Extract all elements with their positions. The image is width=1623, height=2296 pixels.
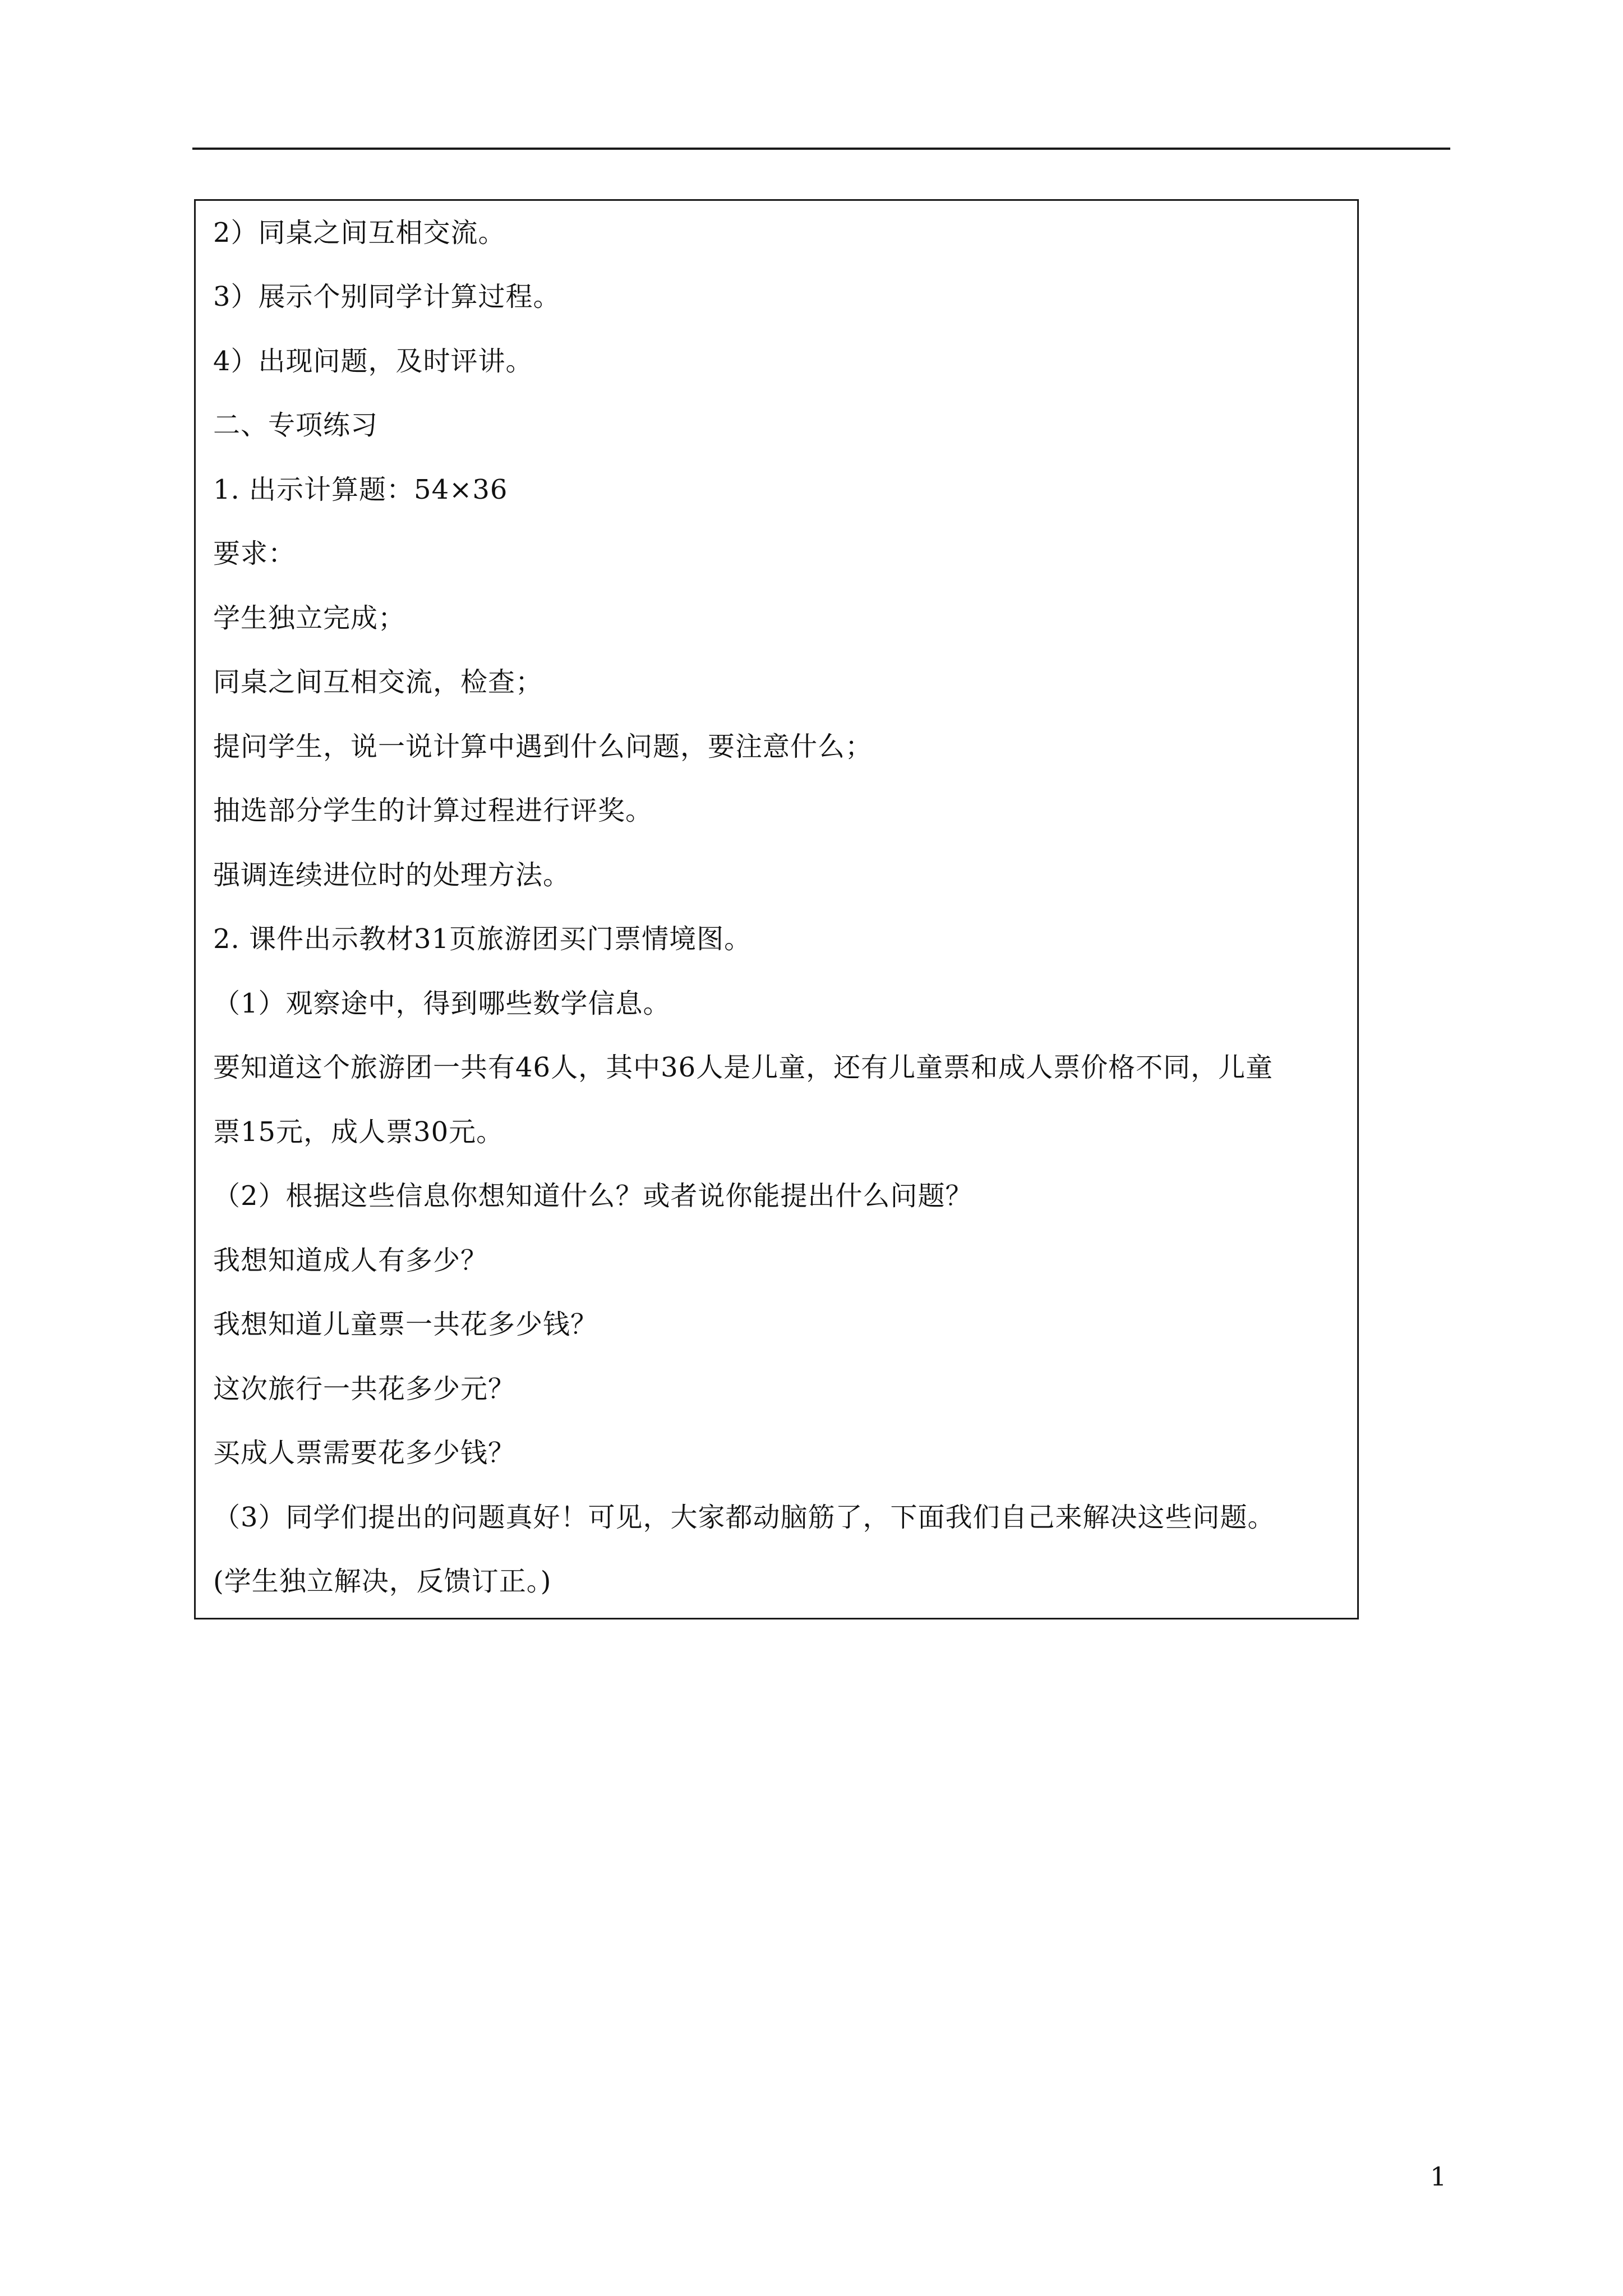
header-rule xyxy=(192,148,1450,150)
lesson-content-box xyxy=(194,199,1359,1619)
text-line: (学生独立解决，反馈订正。) xyxy=(213,1566,552,1597)
text-line: 2. 课件出示教材31页旅游团买门票情境图。 xyxy=(213,923,752,955)
text-line: （2）根据这些信息你想知道什么？或者说你能提出什么问题？ xyxy=(213,1180,973,1212)
text-line: 强调连续进位时的处理方法。 xyxy=(213,859,571,891)
text-line: （1）观察途中，得到哪些数学信息。 xyxy=(213,988,671,1019)
section-heading: 二、专项练习 xyxy=(213,409,379,441)
text-line: 2）同桌之间互相交流。 xyxy=(213,217,506,249)
text-line: 要求： xyxy=(213,538,296,569)
text-line: 3）展示个别同学计算过程。 xyxy=(213,281,561,312)
text-line: （3）同学们提出的问题真好！可见，大家都动脑筋了，下面我们自己来解决这些问题。 xyxy=(213,1502,1275,1533)
text-line: 要知道这个旅游团一共有46人，其中36人是儿童，还有儿童票和成人票价格不同，儿童 xyxy=(213,1052,1274,1083)
text-line: 提问学生，说一说计算中遇到什么问题，要注意什么； xyxy=(213,731,873,762)
text-line: 同桌之间互相交流，检查； xyxy=(213,666,543,698)
text-line: 票15元，成人票30元。 xyxy=(213,1116,504,1148)
text-line: 这次旅行一共花多少元？ xyxy=(213,1373,516,1405)
text-line: 抽选部分学生的计算过程进行评奖。 xyxy=(213,795,653,826)
text-line: 我想知道儿童票一共花多少钱？ xyxy=(213,1309,598,1340)
text-line: 学生独立完成； xyxy=(213,602,406,634)
text-line: 4）出现问题，及时评讲。 xyxy=(213,346,533,377)
text-line: 我想知道成人有多少？ xyxy=(213,1245,488,1276)
text-line: 1. 出示计算题：54×36 xyxy=(213,474,508,505)
page-number: 1 xyxy=(1430,2161,1447,2192)
text-line: 买成人票需要花多少钱？ xyxy=(213,1437,516,1469)
